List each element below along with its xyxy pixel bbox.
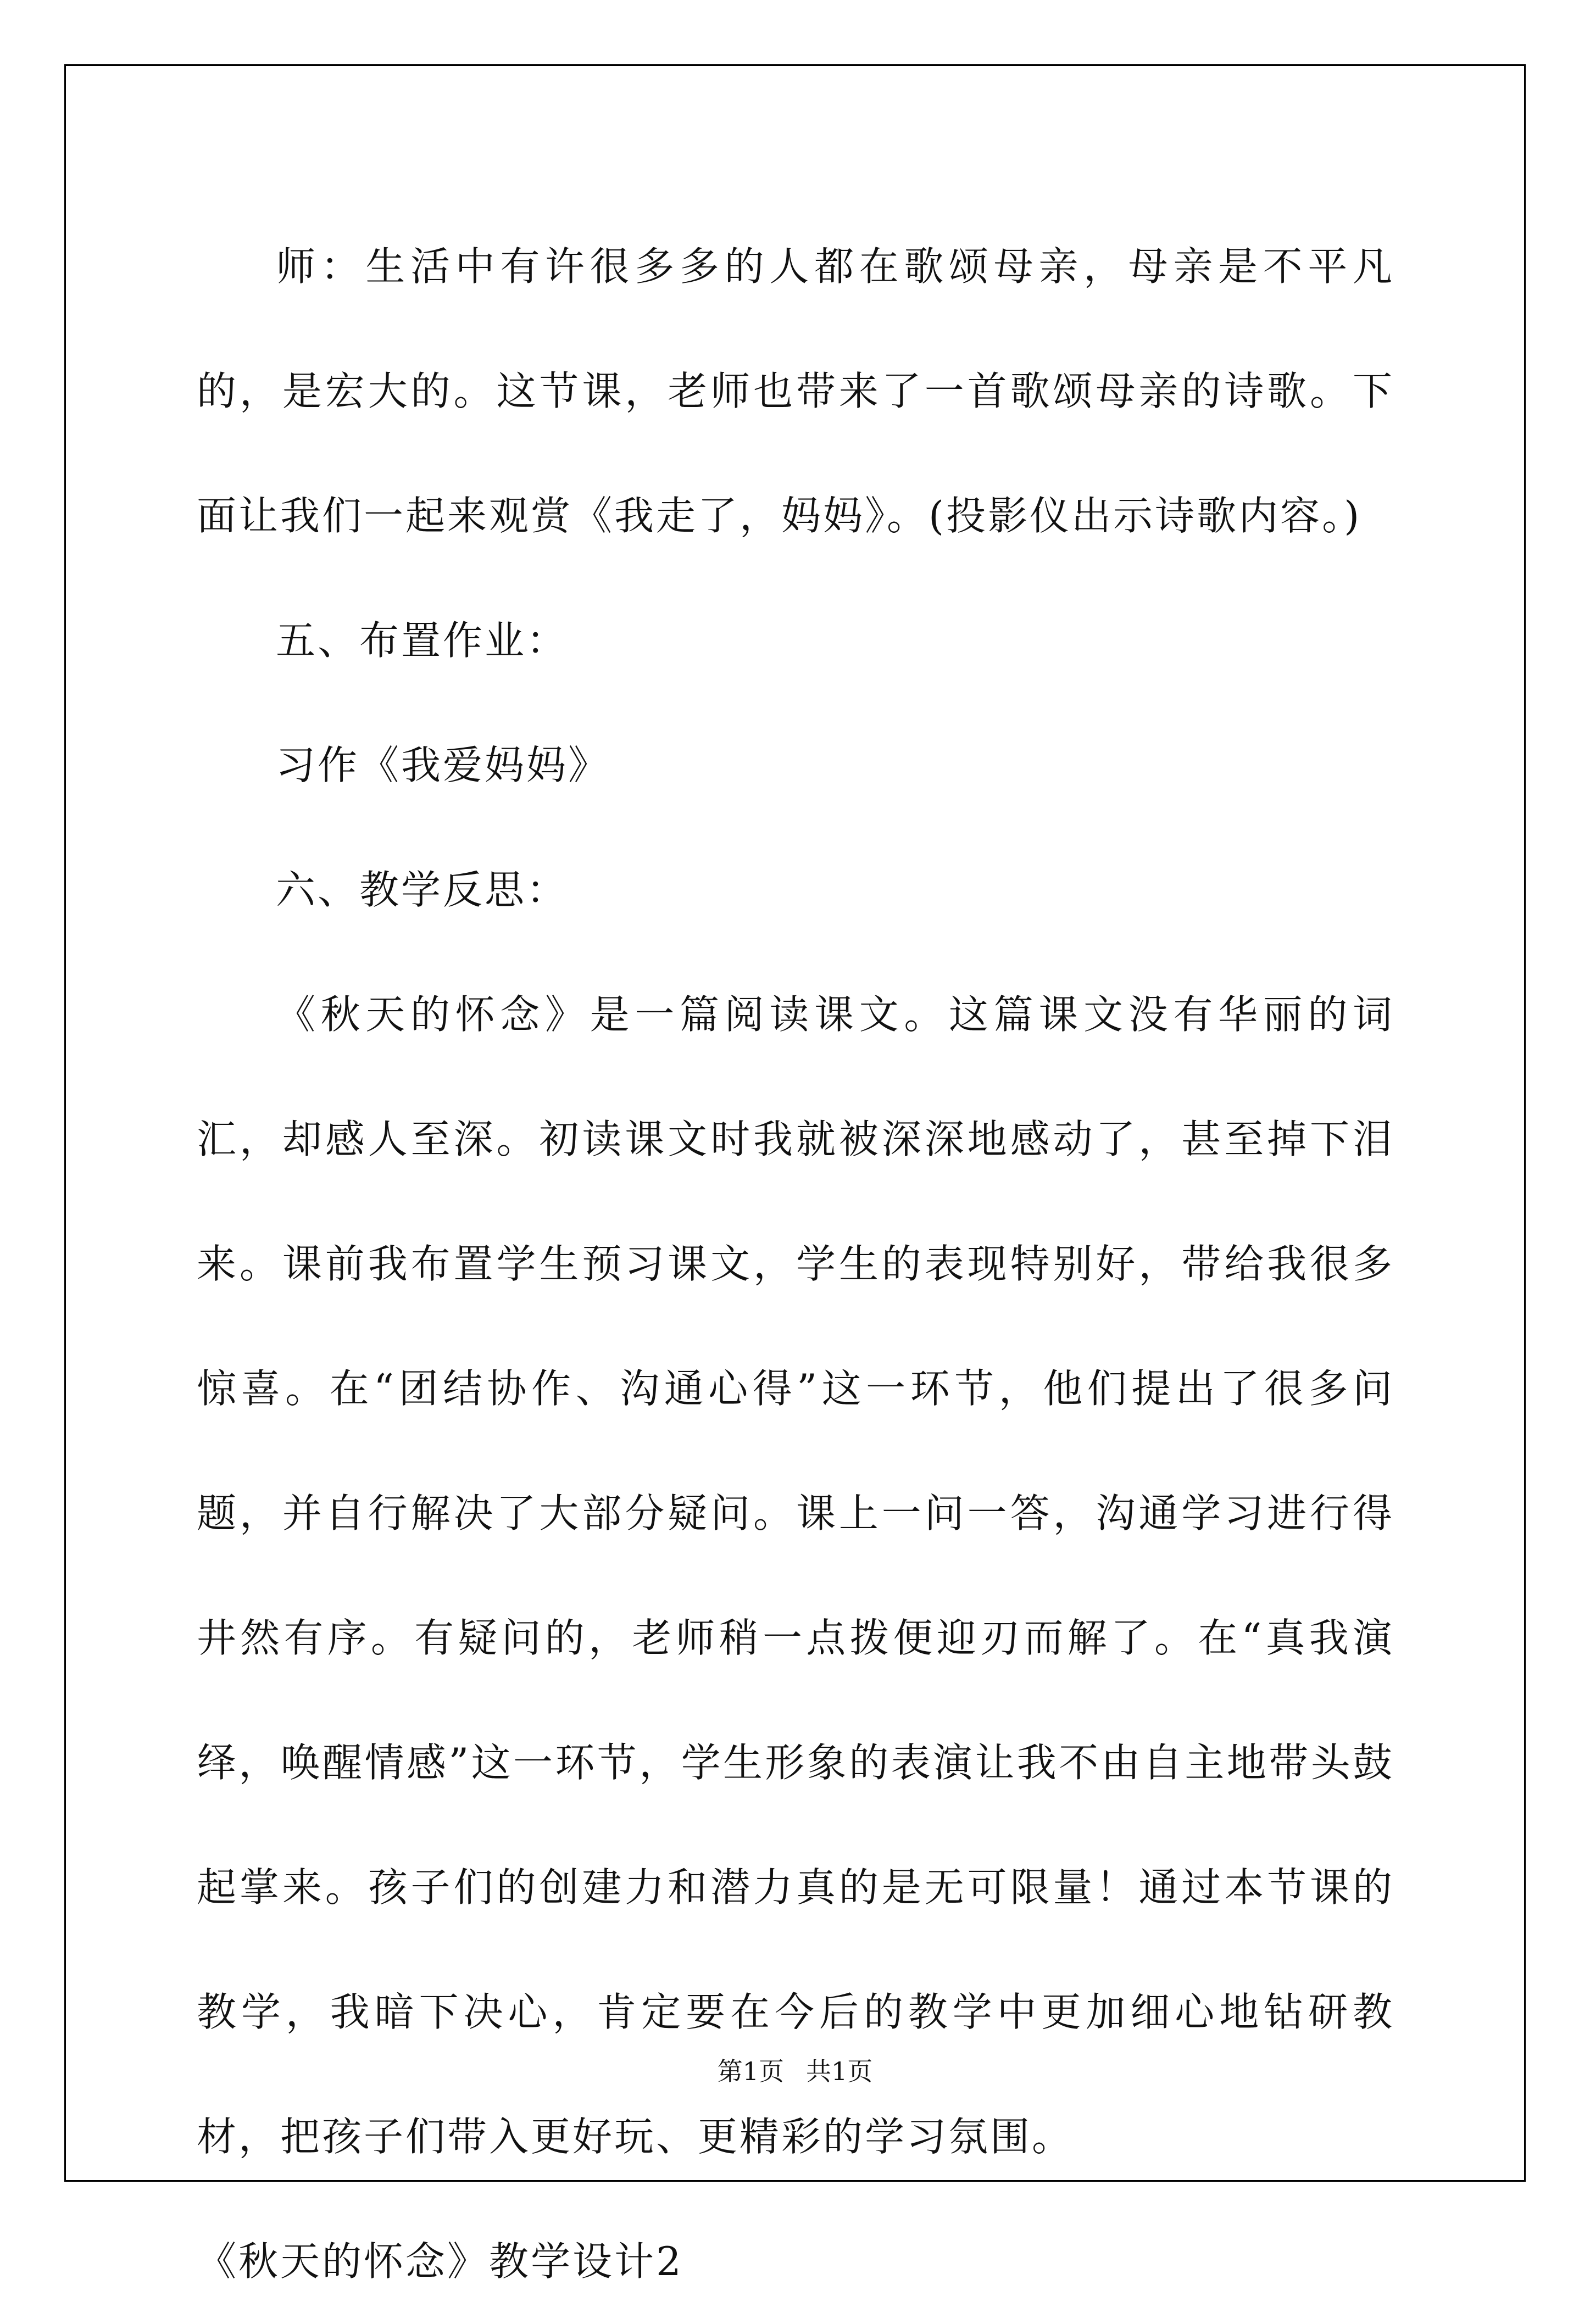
document-body: [197, 204, 1394, 2324]
heading-homework: 五、布置作业：: [276, 617, 569, 664]
page-footer: [0, 2052, 1590, 2088]
section-title: 《秋天的怀念》教学设计2: [197, 2238, 683, 2284]
heading-reflection: 六、教学反思：: [276, 867, 569, 913]
paragraph-reflection: 《秋天的怀念》是一篇阅读课文。这篇课文没有华丽的词汇，却感人至深。初读课文时我就被深深地感动了，甚至掉下泪来。课前我布置学生预习课文，学生的表现特别好，带给我很多惊喜。在“团结协作、沟通心得”这一环节，他们提出了很多问题，并自行解决了大部分疑问。课上一问一答，沟通学习进行得井然有序。有疑问的，老师稍一点拨便迎刃而解了。在“真我演绎，唤醒情感”这一环节，学生形象的表演让我不由自主地带头鼓起掌来。孩子们的创建力和潜力真的是无可限量！通过本节课的教学，我暗下决心，肯定要在今后的教学中更加细心地钻研教材，把孩子们带入更好玩、更精彩的学习氛围。: [197, 991, 1394, 2160]
page-number-total: 共1页: [806, 2057, 873, 2086]
paragraph-teacher-intro: 师：生活中有许很多多的人都在歌颂母亲，母亲是不平凡的，是宏大的。这节课，老师也带来了一首歌颂母亲的诗歌。下面让我们一起来观赏《我走了，妈妈》。(投影仪出示诗歌内容。): [197, 243, 1394, 539]
paragraph-homework-task: 习作《我爱妈妈》: [276, 742, 610, 788]
page-number-current: 第1页: [717, 2057, 784, 2086]
